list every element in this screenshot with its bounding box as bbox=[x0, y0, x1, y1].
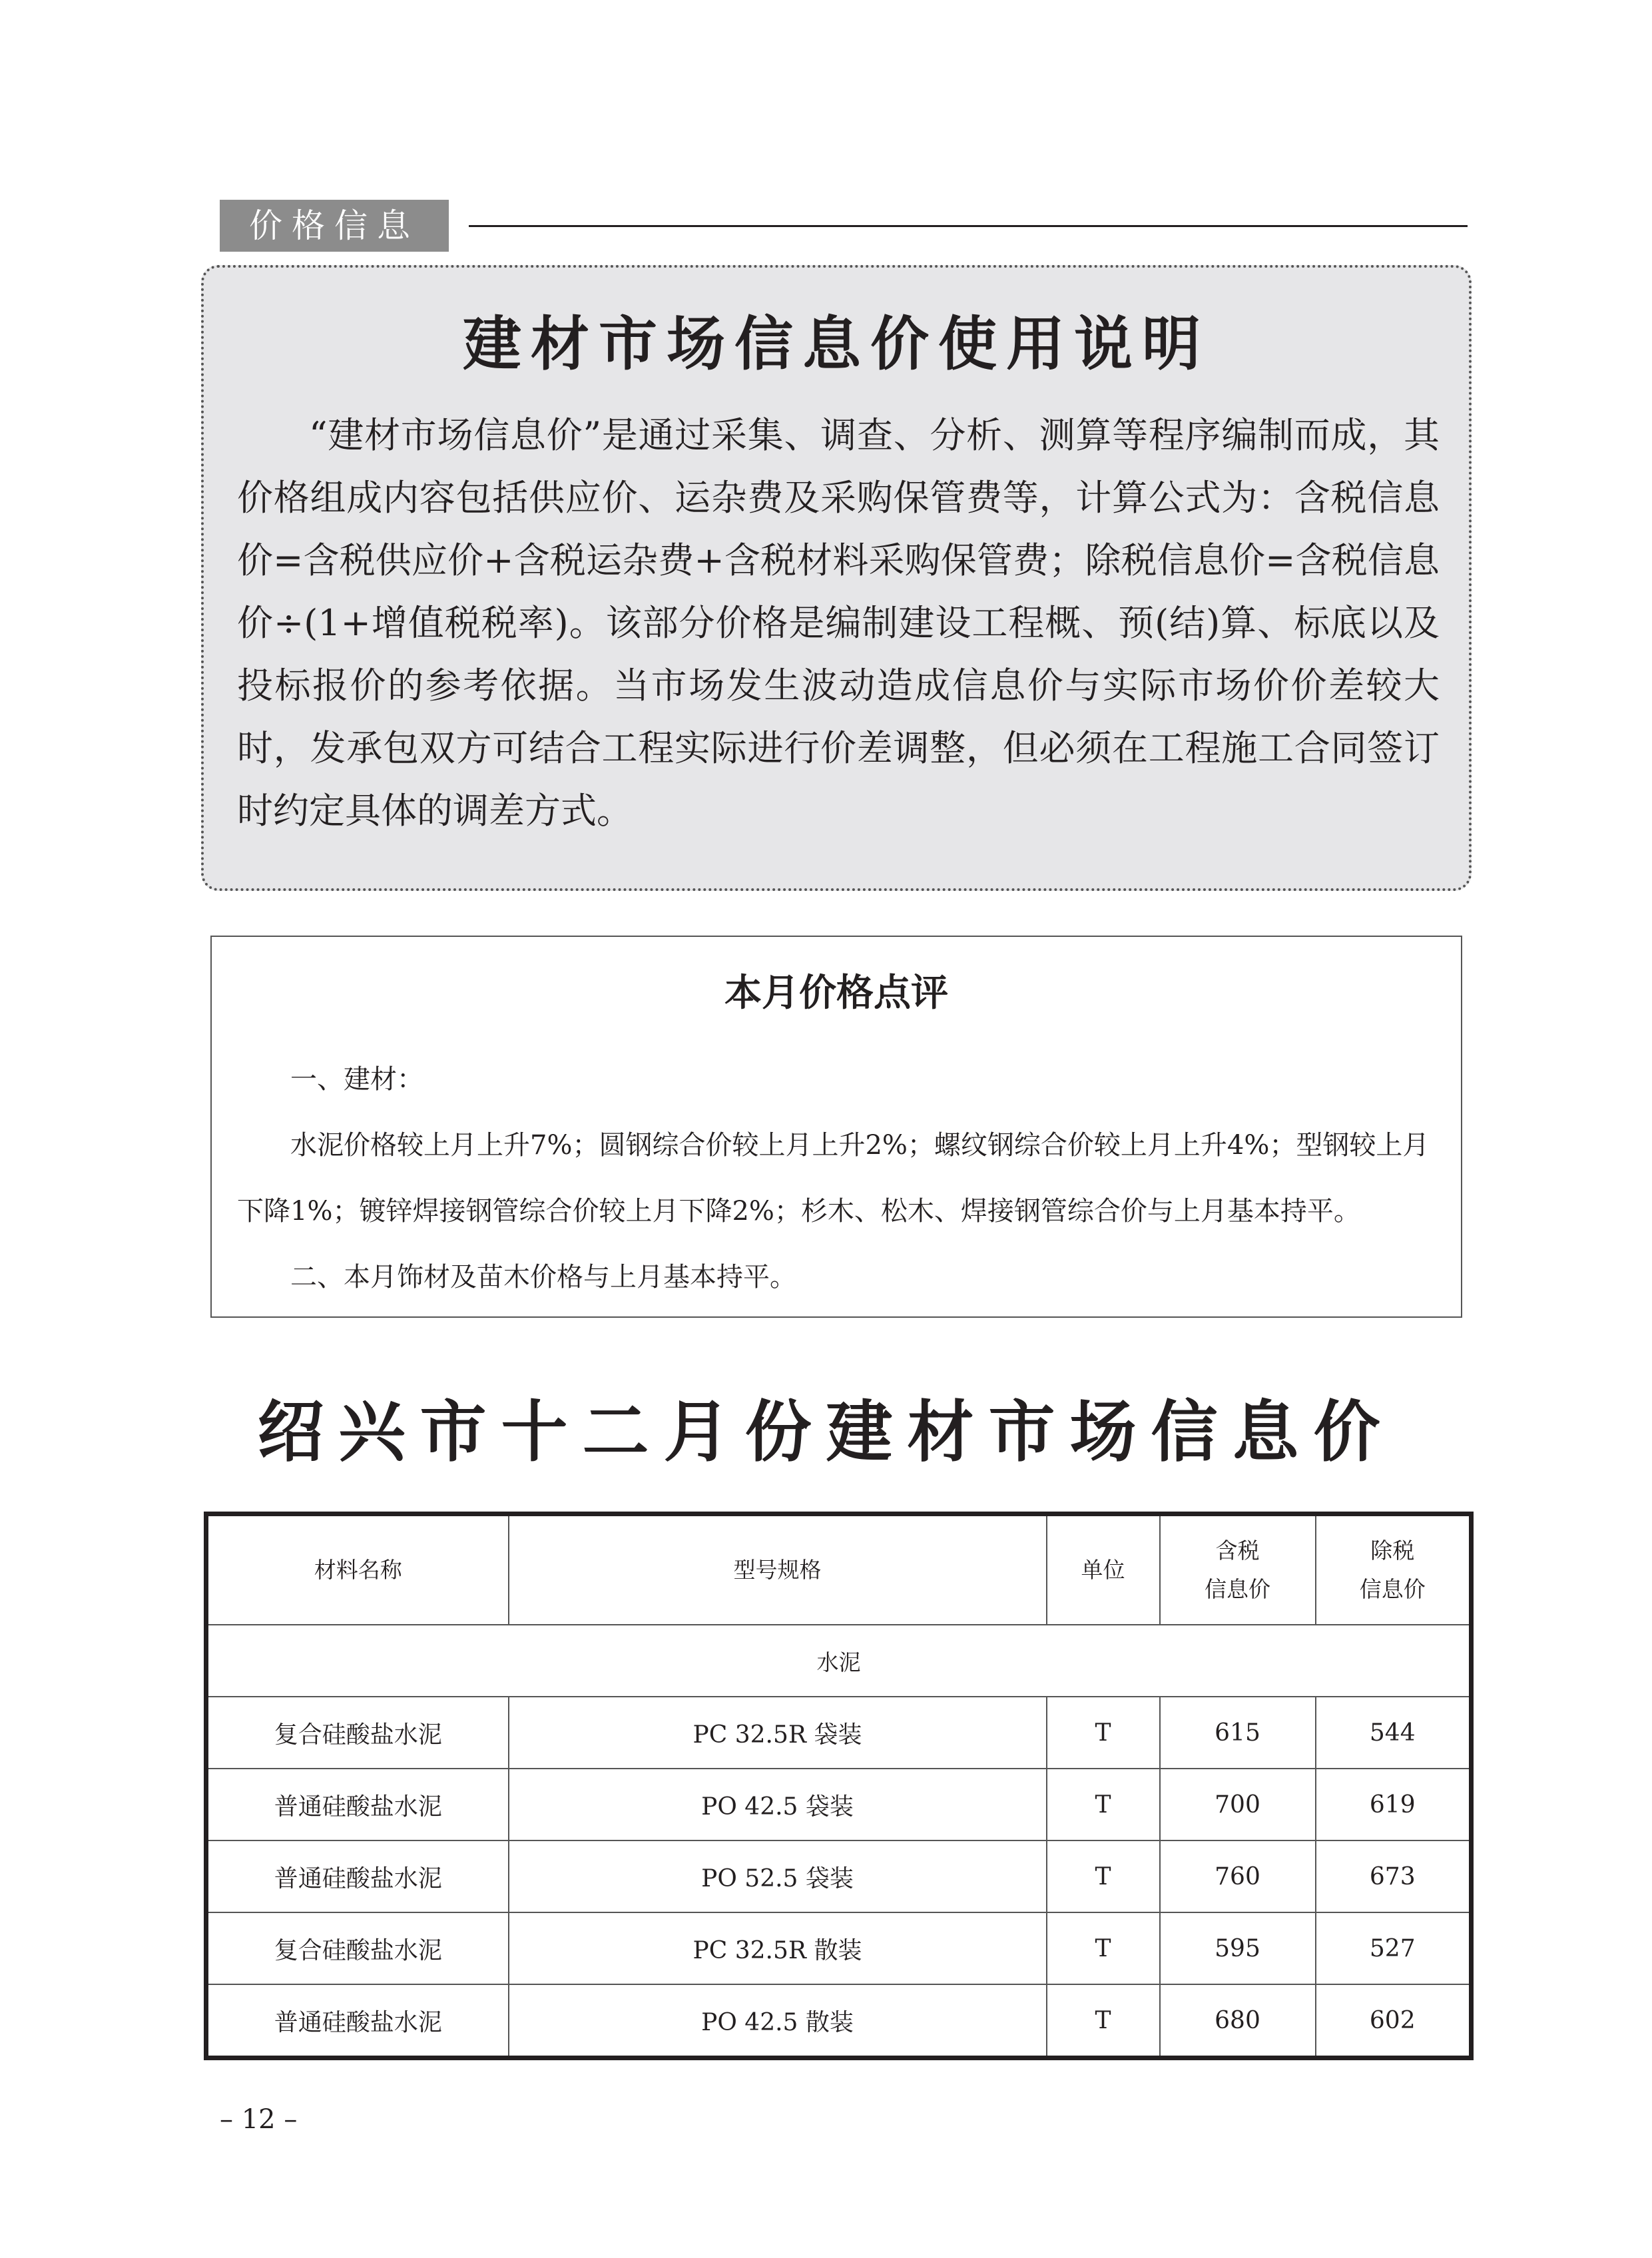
review-line-1: 一、建材： bbox=[290, 1064, 423, 1095]
cell-spec: PC 32.5R 散装 bbox=[509, 1912, 1047, 1984]
cell-tax-inclusive: 760 bbox=[1160, 1840, 1316, 1912]
cell-tax-inclusive: 680 bbox=[1160, 1984, 1316, 2058]
cell-tax-inclusive: 615 bbox=[1160, 1697, 1316, 1769]
price-table bbox=[204, 1512, 1474, 2060]
header-tax-inclusive-price bbox=[1160, 1514, 1316, 1625]
cell-name: 普通硅酸盐水泥 bbox=[206, 1984, 509, 2058]
header-material-name: 材料名称 bbox=[206, 1514, 509, 1625]
header-unit: 单位 bbox=[1047, 1514, 1160, 1625]
cell-unit: T bbox=[1047, 1984, 1160, 2058]
main-title: 绍兴市十二月份建材市场信息价 bbox=[257, 1393, 1395, 1471]
section-tag: 价格信息 bbox=[220, 200, 449, 252]
table-row bbox=[206, 1697, 1472, 1769]
notice-body: “建材市场信息价”是通过采集、调查、分析、测算等程序编制而成，其价格组成内容包括供应价、运杂费及采购保管费等，计算公式为：含税信息价=含税供应价+含税运杂费+含税材料采购保管费；除税信息价=含税信息价÷(1+增值税税率)。该部分价格是编制建设工程概、预(结)算、标底以及投标报价的参考依据。当市场发生波动造成信息价与实际市场价价差较大时，发承包双方可结合工程实际进行价差调整，但必须在工程施工合同签订时约定具体的调差方式。 bbox=[237, 414, 1440, 832]
review-line-3: 二、本月饰材及苗木价格与上月基本持平。 bbox=[290, 1262, 796, 1292]
cell-tax-exclusive: 673 bbox=[1316, 1840, 1472, 1912]
table-row bbox=[206, 1984, 1472, 2058]
cell-unit: T bbox=[1047, 1697, 1160, 1769]
cell-tax-exclusive: 619 bbox=[1316, 1769, 1472, 1840]
header-tax-exclusive-line1: 除税 bbox=[1370, 1538, 1415, 1563]
table-row bbox=[206, 1840, 1472, 1912]
cell-spec: PC 32.5R 袋装 bbox=[509, 1697, 1047, 1769]
header-tax-inclusive-line2: 信息价 bbox=[1205, 1576, 1270, 1602]
group-label: 水泥 bbox=[206, 1625, 1472, 1697]
cell-name: 普通硅酸盐水泥 bbox=[206, 1840, 509, 1912]
cell-name: 复合硅酸盐水泥 bbox=[206, 1697, 509, 1769]
monthly-review-box bbox=[210, 936, 1462, 1318]
cell-tax-inclusive: 700 bbox=[1160, 1769, 1316, 1840]
review-line-2: 水泥价格较上月上升7%；圆钢综合价较上月上升2%；螺纹钢综合价较上月上升4%；型钢较上月下降1%；镀锌焊接钢管综合价较上月下降2%；杉木、松木、焊接钢管综合价与上月基本持平。 bbox=[237, 1130, 1430, 1227]
cell-unit: T bbox=[1047, 1912, 1160, 1984]
header-tax-exclusive-line2: 信息价 bbox=[1359, 1576, 1426, 1602]
cell-tax-exclusive: 527 bbox=[1316, 1912, 1472, 1984]
cell-tax-exclusive: 602 bbox=[1316, 1984, 1472, 2058]
table-group-row bbox=[206, 1625, 1472, 1697]
cell-unit: T bbox=[1047, 1840, 1160, 1912]
table-row bbox=[206, 1912, 1472, 1984]
cell-name: 普通硅酸盐水泥 bbox=[206, 1769, 509, 1840]
page-number: – 12 – bbox=[220, 2104, 298, 2135]
cell-spec: PO 42.5 散装 bbox=[509, 1984, 1047, 2058]
review-title: 本月价格点评 bbox=[724, 972, 948, 1015]
cell-name: 复合硅酸盐水泥 bbox=[206, 1912, 509, 1984]
table-header-row bbox=[206, 1514, 1472, 1625]
cell-tax-exclusive: 544 bbox=[1316, 1697, 1472, 1769]
header-tax-inclusive-line1: 含税 bbox=[1215, 1538, 1260, 1563]
header-rule bbox=[469, 225, 1468, 227]
cell-spec: PO 52.5 袋装 bbox=[509, 1840, 1047, 1912]
cell-unit: T bbox=[1047, 1769, 1160, 1840]
notice-title: 建材市场信息价使用说明 bbox=[462, 310, 1210, 378]
cell-spec: PO 42.5 袋装 bbox=[509, 1769, 1047, 1840]
table-row bbox=[206, 1769, 1472, 1840]
header-spec: 型号规格 bbox=[509, 1514, 1047, 1625]
header-tax-exclusive-price bbox=[1316, 1514, 1472, 1625]
review-body bbox=[237, 1047, 1441, 1310]
usage-notice-box bbox=[201, 265, 1472, 891]
cell-tax-inclusive: 595 bbox=[1160, 1912, 1316, 1984]
